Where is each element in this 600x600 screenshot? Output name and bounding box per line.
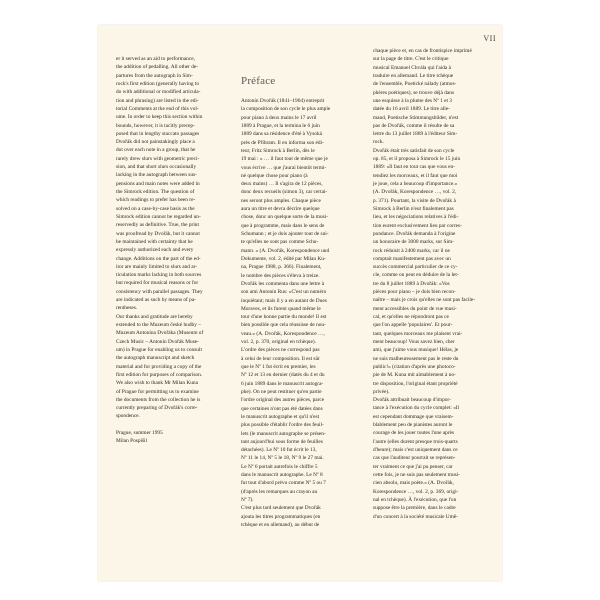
text-line: Simrock edition cannot be regarded un- [116,213,201,220]
text-line: traduire en allemand. Le titre tchèque [373,72,454,79]
text-line: Prague, summer 1995 [116,430,163,437]
text-line: d'heure); mais c'est uniquement dans ce [373,447,458,453]
text-line: comptait manifestement pas avec un [373,255,451,262]
text-line: but required for musical reasons or for [116,280,199,287]
text-line: partures from the autograph in Sim- [116,72,193,79]
text-line: veau.» (A. Dvořák, Korespondence …, [241,330,325,337]
text-line: 19 mai : « … il faut tout de même que je [241,156,328,163]
text-line: plus possible d'établir l'ordre des feuil- [241,422,324,429]
text-line: are indicated as such by means of pa- [116,297,196,304]
text-line: C'est plus tard seulement que Dvořák [241,505,321,512]
text-line: p. 371). Pourtant, la visite de Dvořák à [373,197,456,204]
text-line: op. 85, et il proposa à Simrock le 15 juin [373,156,461,163]
text-line: un honoraire de 3000 marks, sur Sim- [373,239,454,246]
text-line: dans le manuscrit autographe. Le Nº 8 [241,472,323,479]
text-line: son ami Antonín Rus: «C'est un numéro [241,289,327,296]
text-line: Nº 12 et 13 en dernier (datés du 4 et du [241,372,325,379]
text-line: cien absolu, mais poète.» (A. Dvořák, [373,480,454,487]
text-line: the documents from the collection he is [116,396,201,403]
text-line: teur, Fritz Simrock à Berlin, dès le [241,147,315,154]
text-line: dot over each note in a group, that he [116,147,196,154]
text-line: rock's first edition (generally having to [116,80,200,87]
text-line: be maintained with certainty that he [116,238,193,245]
text-line: sur la page de titre. C'est le critique [373,56,449,63]
text-line: blablement peu de pianistes auront le [373,422,453,429]
text-line: do with additional or modified articula- [116,89,201,96]
text-line: Le Nº 6 portait autrefois le chiffre 5 [241,463,318,470]
text-line: nes seront plus amples. Chaque pièce [241,197,321,204]
text-line: tre disposition, l'original étant propriété [373,380,458,387]
text-line: cal, et qu'elles ne répondront pas ce [373,314,449,320]
text-line: torial Comments at the end of this vol- [116,105,199,112]
text-line: chose, donc un quelque sorte de la musi- [241,214,328,221]
text-line: Dvořák était très satisfait de son cycle [373,147,455,154]
text-line: inquiétant; mais il y a en autant de Dues [241,297,327,304]
text-line: à celui de leur composition. Il est sûr [241,355,320,362]
text-line: Nº 7). [241,497,254,503]
text-line: que certaines n'ont pas été datées dans [241,405,323,412]
text-line: deux mains) … Il s'agira de 12 pièces, [241,181,323,188]
text-line: de l'ensemble, Poetické nálady (atmos- [373,81,457,88]
preface-heading: Préface [241,75,276,87]
text-line: 1889: «Il faut en tout cas que vous en- [373,164,455,171]
text-line: Dvořák attribuait beaucoup d'impor- [373,397,451,404]
score-preface-page [98,25,502,581]
text-line: cas que l'auditeur pourrait se représen- [373,455,456,462]
text-line: rock. [373,139,384,146]
text-line: vol. 2, p. 370, original en tchèque). [241,339,316,346]
text-line: lettre du 13 juillet 1889 à l'éditeur Sim- [373,131,458,138]
text-line: pondance. Dvořák demanda à l'origine [373,230,456,237]
text-line: 1889 dans sa résidence d'été à Vysoká [241,131,322,138]
text-line: que le Nº 1 fut écrit en premier, les [241,364,316,370]
text-line: 1889 à Prague, et la termina le 6 juin [241,122,320,129]
text-line: mann. » (A. Dvořák, Korespondence und [241,247,330,254]
text-line: fut tout d'abord prévu comme Nº 5 ou 7 [241,480,326,487]
text-line: nal en tchèque). À l'exécution, que l'on [373,496,457,503]
text-line: musical Emanuel Chvála qui l'aida à [373,64,451,71]
text-line: which readings to prefer has been re- [116,197,196,204]
text-line: change. Additions on the part of the ed- [116,255,201,262]
text-line: L'ordre des pièces ne correspond pas [241,347,320,354]
text-line: was proofread by Dvořák, but it cannot [116,230,200,237]
text-line: reservedly as definitive. True, the print [116,222,199,229]
text-line: tchèque et en allemand), au début de [241,521,320,528]
text-line: rarely drew slurs with geometric preci- [116,155,200,162]
text-line: suppose être la première, dans le cadre [373,505,456,512]
text-line: extended to the Muzeum české hudby – [116,322,201,328]
text-line: succès commercial particulier de ce cy- [373,264,458,271]
text-line: privée). [373,388,390,395]
text-line: Dokumente, vol. 2, édité par Milan Ku- [241,255,326,262]
text-line: pièces pour piano – je dois bien recon- [373,289,456,296]
text-line: le nombre des pièces s'éleva à treize. [241,272,320,279]
text-line: près de Příbram. Il en informa son édi- [241,139,324,146]
text-line: Simrock à Berlin n'eut finalement pas [373,205,454,212]
text-line: public!» (citation d'après une photoco- [373,363,456,370]
text-line: mand, Poetische Stimmungsbilder, n'est [373,114,459,121]
text-line: tant aujourd'hui sous forme de feuilles [241,438,323,445]
text-line: pour piano à deux mains le 17 avril [241,114,317,121]
text-line: currently preparing of Dvořák's corre- [116,405,198,412]
text-line [116,421,228,429]
text-line: of Prague for permitting us to examine [116,388,199,395]
text-line: tendiez les morceaux, et il faut que moi [373,172,458,179]
page-number: VII [483,34,496,43]
text-line: sion, and that short slurs occasionally [116,164,197,171]
text-line: tant, quelques morceaux me plaisent vrai- [373,330,463,337]
text-line: courage de les jouer toutes l'une après [373,430,455,437]
text-line: consistency with parallel passages. They [116,288,203,295]
text-line: rentheses. [116,305,138,312]
text-line: (d'après les remarques au crayon au [241,488,318,495]
text-line: solved on a case-by-case basis as the [116,205,195,212]
text-line: posed that in lengthy staccato passages [116,130,200,137]
text-line: pas de Dvořák, comme il résulte de sa [373,122,455,129]
text-line: que à programme, mais dans le sens de [241,222,325,229]
text-line: We also wish to thank Mr Milan Kuna [116,380,198,387]
text-line: pie de M. Kuna mit aimablement à no- [373,372,456,379]
text-line: lacking in the autograph between sus- [116,172,197,179]
text-line: naître – mais je crois qu'elles ne sont pas facile- [373,297,476,304]
text-line: phères poétiques), se trouve déjà dans [373,89,455,96]
text-line: chaque pièce et, en cas de frontispice imprimé [373,48,472,54]
column-right-french-text [373,47,489,521]
text-line: pensions and main notes were added in [116,180,200,187]
text-line: Schumann ; et je dois ajouter tout de sui- [241,231,329,237]
text-line: ume. In order to keep this section within [116,114,203,121]
text-line: je joue, cela a beaucoup d'importance.» [373,181,458,187]
text-line: le manuscrit autographe et qu'il n'est [241,413,320,420]
text-line: l'ordre original des autres pièces, parce [241,397,325,404]
text-line: ajouta les titres programmatiques (en [241,513,321,520]
text-line: na, Prague 1988, p. 366). Finalement, [241,264,322,271]
text-line: the addition of pedalling. All other de- [116,64,199,71]
text-line: tion eurent exclusivement lieu par corres- [373,222,462,229]
text-line: (A. Dvořák, Korespondence …, vol. 2, [373,189,457,196]
text-line: bounds, however, it is tacitly precep- [116,122,195,129]
text-line: Muzeum Antonína Dvořáka (Museum of [116,330,204,337]
text-line: lieu, et les négociations relatives à l'édi- [373,214,459,221]
text-line: tance à l'exécution du cycle complet: «Il [373,405,460,412]
text-line: détachées). Le Nº 10 fut écrit le 13, [241,447,317,454]
text-line: datée du 16 avril 1889. Le titre alle- [373,106,450,113]
text-line: spondence. [116,413,140,420]
text-line: ami, que j'aime vous musique! Hélas, je [373,347,459,354]
text-line: Dvořák les commenta dans une lettre à [241,280,325,287]
text-line: ter vraiment ce que j'ai pu penser, car [373,463,453,470]
text-line: the Simrock edition. The question of [116,189,195,195]
text-line: donc deux recueils (simon 3), car certai- [241,189,328,196]
text-line: bien possible que cela réussisse de nou- [241,322,326,329]
text-line: Our thanks and gratitude are hereby [116,313,193,320]
text-line: Antonín Dvořák (1841–1904) entreprit [241,98,325,104]
text-line: Moraves, et ils furent quand même le [241,305,321,312]
text-line: l'autre (elles durent presque trois-quarts [373,438,458,445]
text-line: 6 juin 1889 dans le manuscrit autogra- [241,380,324,387]
text-line: expressly authorized each and every [116,247,194,254]
text-line: que l'on appelle 'populaires'. Et pour- [373,322,453,329]
text-line: tion and phrasing) are listed in the edi- [116,97,199,104]
text-line: une esquisse à la plume des Nº 1 et 3 [373,97,452,104]
text-line: ne suis malheureusement pas le reste du [373,355,459,362]
text-line: itor are mainly limited to slurs and ar- [116,263,198,270]
text-line: tre du 8 juillet 1889 à Dvořák: «Vos [373,280,450,287]
text-line: Czech Music – Antonín Dvořák Muse- [116,338,199,345]
text-line: cette fois, je ne suis pas seulement musi- [373,471,460,478]
text-line: the autograph manuscript and sketch [116,355,195,362]
text-line: est cependant dommage que vraisem- [373,413,454,420]
text-line: lets (le manuscrit autographe se présen- [241,430,326,437]
text-line: te qu'elles ne sont pas comme Schu- [241,239,319,246]
text-line: cle, comme on peut en déduire de la let- [373,272,459,279]
text-line: Korespondence …, vol. 2, p. 369, origi- [373,488,459,495]
text-line: Nº 11 le 14, Nº 5 le 18, Nº 9 le 27 mai. [241,455,324,462]
text-line: um) in Prague for enabling us to consult [116,346,202,353]
text-line: la composition de son cycle le plus ample [241,106,331,113]
text-line: Milan Pospíšil [116,438,148,445]
text-line: phe). On ne peut restituer qu'en partie [241,388,322,395]
text-line: first edition for purposes of comparison. [116,371,203,378]
text-line: er it served as an aid to performance, [116,56,195,62]
text-line: né quelque chose pour piano (à [241,172,308,179]
text-line: Dvořák did not painstakingly place a [116,139,195,146]
text-line: d'un concert à la société musicale Umě- [373,513,458,520]
text-line: ticulation marks lacking in both sources [116,272,202,279]
column-middle-french-text [241,97,359,529]
text-line: tour d'une bonne partie du monde! Il est [241,314,327,321]
text-line: ment beaucoup! Vous savez bien, cher [373,338,455,345]
text-line: material and for providing a copy of the [116,363,202,370]
text-line: ment accessibles du point de vue musi- [373,305,457,312]
column-left-english-text [116,55,228,446]
text-line: aura un titre et devra décrire quelque [241,206,320,213]
text-line: rock réduisit à 2400 marks, car il ne [373,247,450,254]
text-line: vous écrive … que j'aurai bientôt termi- [241,164,327,171]
